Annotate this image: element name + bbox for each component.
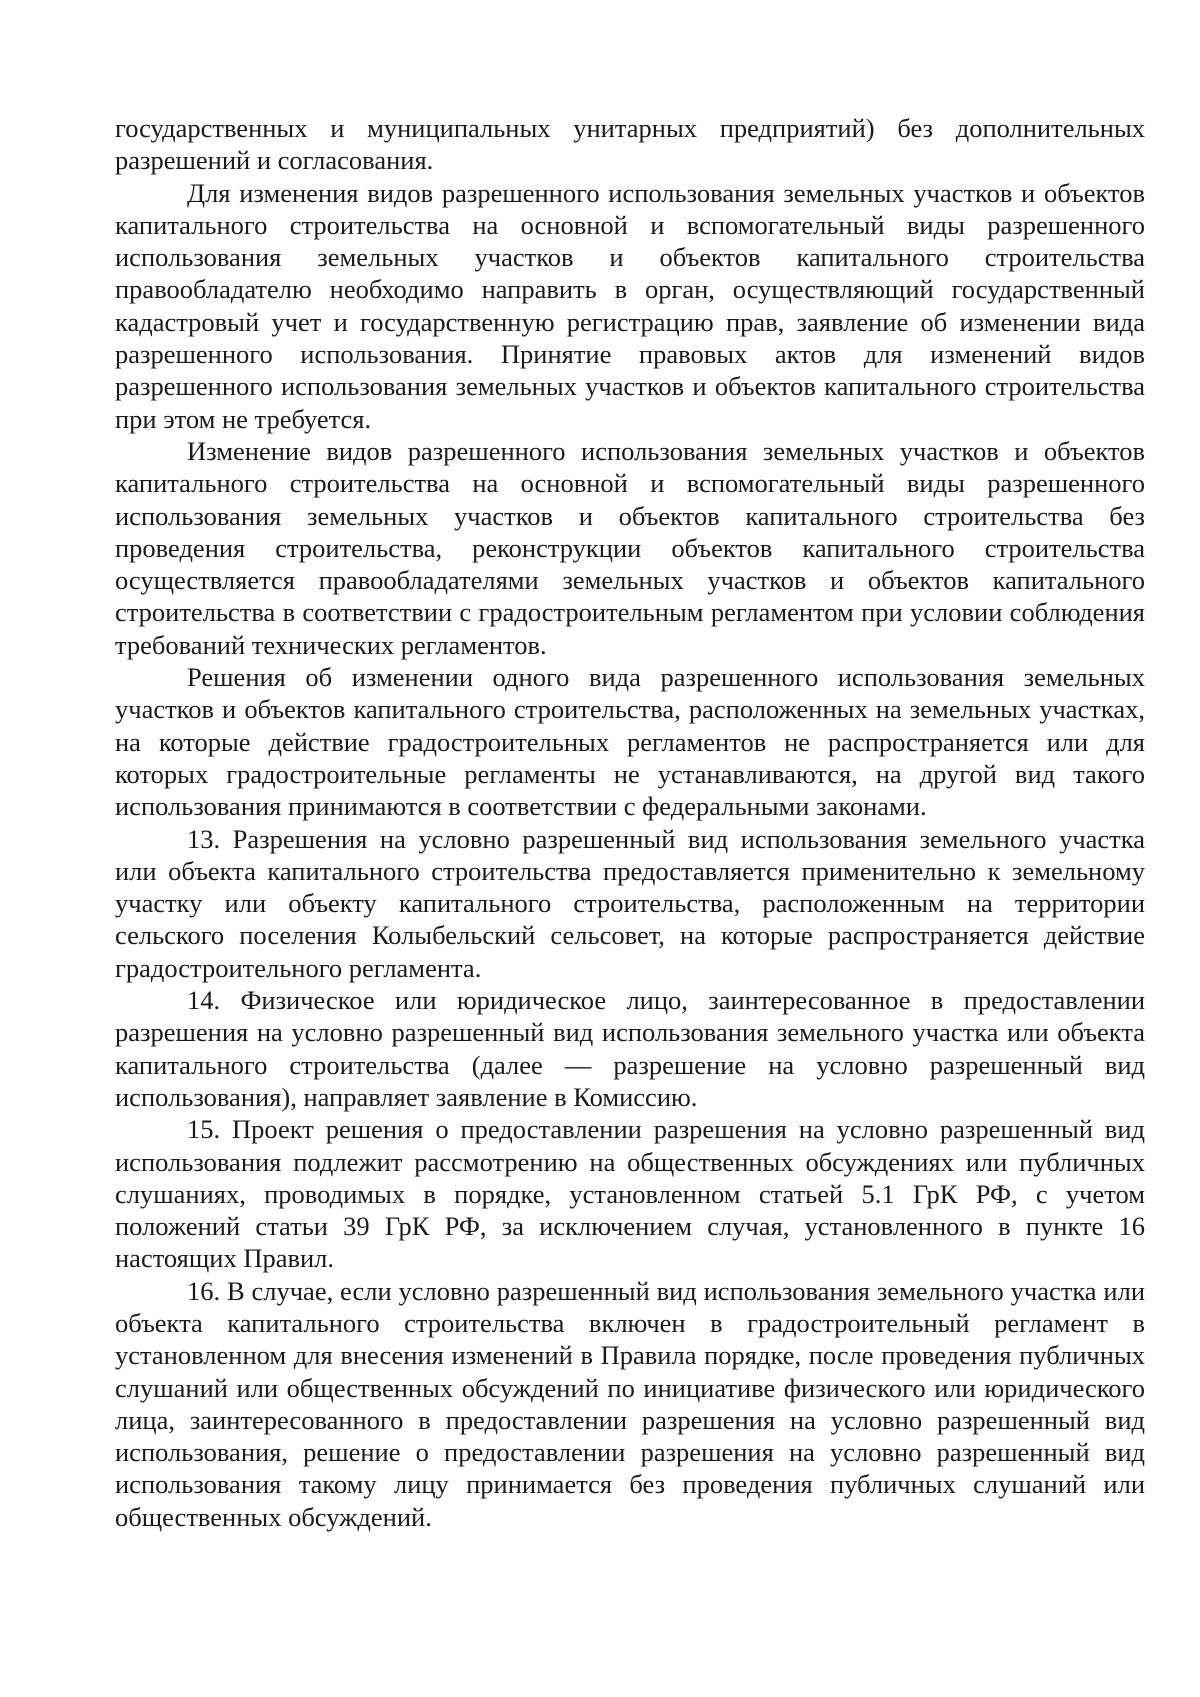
paragraph-item-16: 16. В случае, если условно разрешенный вид использования земельного участка или объекта капитального строительства включен в градостроительный регламент в установленном для внесения изменений в Правила порядке, после проведения публичных слушаний или общественных обсуждений по инициативе физического или юридического лица, заинтересованного в предоставлении разрешения на условно разрешенный вид использования, решение о предоставлении разрешения на условно разрешенный вид использования такому лицу принимается без проведения публичных слушаний или общественных обсуждений.	[115, 1275, 1145, 1532]
paragraph-change-procedure: Для изменения видов разрешенного использования земельных участков и объектов капитального строительства на основной и вспомогательный виды разрешенного использования земельных участков и объектов капитального строительства правообладателю необходимо направить в орган, осуществляющий государственный кадастровый учет и государственную регистрацию прав, заявление об изменении вида разрешенного использования. Принятие правовых актов для изменений видов разрешенного использования земельных участков и объектов капитального строительства при этом не требуется.	[115, 177, 1145, 434]
document-body	[115, 112, 1145, 1533]
paragraph-federal-laws: Решения об изменении одного вида разрешенного использования земельных участков и объектов капитального строительства, расположенных на земельных участках, на которые действие градостроительных регламентов не распространяется или для которых градостроительные регламенты не устанавливаются, на другой вид такого использования принимаются в соответствии с федеральными законами.	[115, 662, 1145, 822]
paragraph-continuation: государственных и муниципальных унитарных предприятий) без дополнительных разрешений и согласования.	[115, 113, 1145, 176]
paragraph-item-14: 14. Физическое или юридическое лицо, заинтересованное в предоставлении разрешения на условно разрешенный вид использования земельного участка или объекта капитального строительства (далее — разрешение на условно разрешенный вид использования), направляет заявление в Комиссию.	[115, 985, 1145, 1112]
paragraph-item-15: 15. Проект решения о предоставлении разрешения на условно разрешенный вид использования подлежит рассмотрению на общественных обсуждениях или публичных слушаниях, проводимых в порядке, установленном статьей 5.1 ГрК РФ, с учетом положений статьи 39 ГрК РФ, за исключением случая, установленного в пункте 16 настоящих Правил.	[115, 1114, 1145, 1274]
paragraph-change-without-construction: Изменение видов разрешенного использования земельных участков и объектов капитального строительства на основной и вспомогательный виды разрешенного использования земельных участков и объектов капитального строительства без проведения строительства, реконструкции объектов капитального строительства осуществляется правообладателями земельных участков и объектов капитального строительства в соответствии с градостроительным регламентом при условии соблюдения требований технических регламентов.	[115, 435, 1145, 660]
paragraph-item-13: 13. Разрешения на условно разрешенный вид использования земельного участка или объекта капитального строительства предоставляется применительно к земельному участку или объекту капитального строительства, расположенным на территории сельского поселения Колыбельский сельсовет, на которые распространяется действие градостроительного регламента.	[115, 823, 1145, 983]
